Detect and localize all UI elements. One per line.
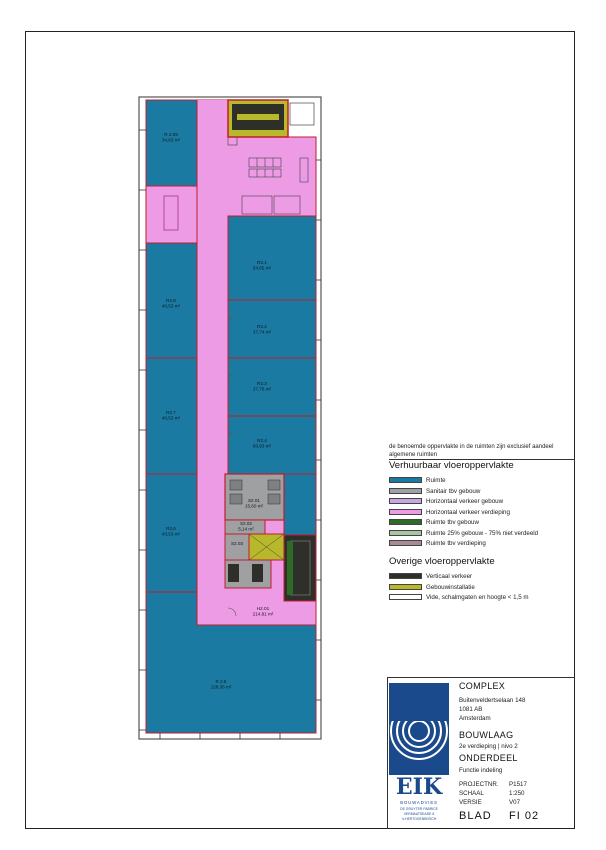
part-value: Functie indeling <box>459 767 503 774</box>
room-203-area <box>228 358 316 416</box>
address-line: 1081 AB <box>459 706 483 713</box>
legend-swatch <box>389 594 422 600</box>
svg-text:VERMAATSEADE 8: VERMAATSEADE 8 <box>403 812 435 816</box>
room-201-area <box>228 216 316 300</box>
room-name-label: R2.6 <box>166 526 176 531</box>
legend-section-title: Overige vloeroppervlakte <box>389 556 495 567</box>
stair-landing-top <box>237 114 279 120</box>
room-name-label: H2.01 <box>256 606 270 611</box>
room-area-label: 37,76 m² <box>252 386 272 392</box>
room-name-label: R2.3 <box>257 381 267 386</box>
svg-text:BOUWADVIES: BOUWADVIES <box>400 800 438 805</box>
room-202-area <box>228 300 316 358</box>
legend-swatch <box>389 488 422 494</box>
area-note: de benoemde oppervlakte in de ruimten zijn exclusief aandeel algemene ruimten <box>389 444 554 458</box>
room-area-label: 54,65 m² <box>252 265 272 271</box>
room-name-label: S2.02 <box>239 521 253 526</box>
legend-swatch <box>389 584 422 590</box>
room-name-label: R 2.5 <box>215 679 227 684</box>
legend-swatch <box>389 530 422 536</box>
room-area-label: 34,63 m² <box>161 137 181 143</box>
room-name-label: R 2.09 <box>164 132 178 137</box>
address-line: Buitenveldertselaan 148 <box>459 697 526 704</box>
sanitary-block-3 <box>225 534 249 560</box>
room-area-label: 158,36 m² <box>210 684 232 690</box>
floor-value: 2e verdieping | nivo 2 <box>459 743 518 750</box>
legend-label: Verticaal verkeer <box>426 573 473 580</box>
legend-label: Ruimte <box>426 477 446 484</box>
corridor-main-strip <box>197 100 228 625</box>
legend-label: Gebouwinstallatie <box>426 583 475 591</box>
legend-section-title: Verhuurbaar vloeroppervlakte <box>389 460 514 471</box>
room-area-label: 40,53 m² <box>161 415 181 421</box>
room-area-label: 5,14 m² <box>238 526 254 532</box>
eik-logo <box>389 683 449 826</box>
sheet-value: FI 02 <box>509 810 540 822</box>
legend-label: Horizontaal verkeer gebouw <box>426 498 504 505</box>
legend-label: Ruimte 25% gebouw - 75% niet verdeeld <box>426 529 539 537</box>
part-heading: ONDERDEEL <box>459 753 518 763</box>
address-line: Amsterdam <box>459 715 491 722</box>
meta-key-versie: VERSIE <box>459 799 482 806</box>
room-name-label: R2.4 <box>257 438 267 443</box>
svg-text:'s-HERTOGENBOSCH: 's-HERTOGENBOSCH <box>401 817 437 821</box>
room-area-label: 40,53 m² <box>161 531 181 537</box>
legend-label: Ruimte tbv verdieping <box>426 540 486 547</box>
room-name-label: S2.01 <box>247 498 261 503</box>
legend-swatch <box>389 509 422 515</box>
stair-pink-left <box>146 186 197 243</box>
legend-swatch <box>389 519 422 525</box>
room-name-label: R2.1 <box>257 260 267 265</box>
svg-text:EIK: EIK <box>395 774 443 800</box>
room-name-label: S2.03 <box>230 541 244 546</box>
legend-swatch <box>389 477 422 483</box>
room-name-label: R2.2 <box>257 324 267 329</box>
meta-key-schaal: SCHAAL <box>459 790 484 797</box>
meta-value-projectnr: P1517 <box>509 781 527 788</box>
room-area-label: 214,81 m² <box>252 611 274 617</box>
toilet-cubicle <box>268 480 280 490</box>
floor-heading: BOUWLAAG <box>459 730 514 740</box>
toilet-cubicle <box>268 494 280 504</box>
legend-label: Ruimte tbv gebouw <box>426 519 479 526</box>
toilet-cubicle <box>230 494 242 504</box>
shaft-dark <box>252 564 263 582</box>
meta-value-schaal: 1:250 <box>509 790 525 797</box>
legend-label: Horizontaal verkeer verdieping <box>426 508 510 516</box>
shaft-dark <box>228 564 239 582</box>
legend-label: Sanitair tbv gebouw <box>426 487 481 495</box>
legend-swatch <box>389 540 422 546</box>
sheet-label: BLAD <box>459 810 492 822</box>
project-heading: COMPLEX <box>459 681 506 691</box>
room-name-label: R2.8 <box>166 298 176 303</box>
room-area-label: 15,60 m² <box>244 503 264 509</box>
svg-text:DE GRUYTER FABRICE: DE GRUYTER FABRICE <box>400 807 438 811</box>
meta-key-projectnr: PROJECTNR. <box>459 781 499 788</box>
room-area-label: 40,53 m² <box>161 303 181 309</box>
room-area-label: 50,93 m² <box>252 443 272 449</box>
legend-swatch <box>389 498 422 504</box>
room-area-label: 37,74 m² <box>252 329 272 335</box>
legend-label: Vide, schalmgaten en hoogte < 1,5 m <box>426 594 529 601</box>
shaft-top <box>290 103 314 125</box>
room-name-label: R2.7 <box>166 410 176 415</box>
legend-swatch <box>389 573 422 579</box>
meta-value-versie: V07 <box>509 799 521 806</box>
stair-rail <box>287 541 293 595</box>
room-209-area <box>146 100 197 186</box>
room-204-area <box>228 416 316 474</box>
toilet-cubicle <box>230 480 242 490</box>
room-small-right <box>284 474 316 535</box>
